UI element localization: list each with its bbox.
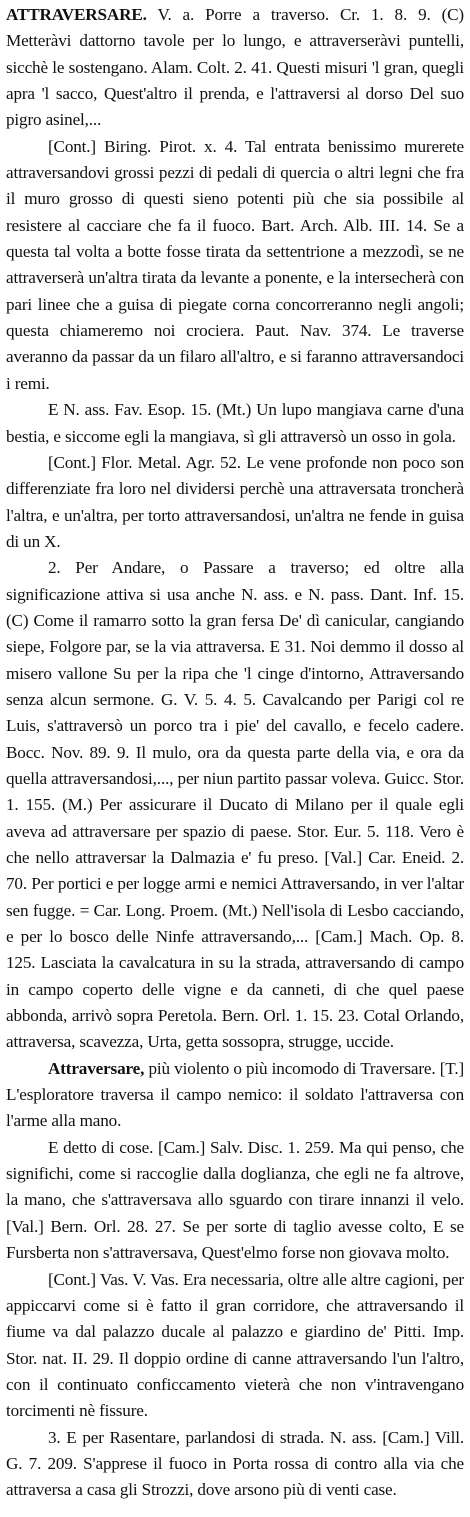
entry-attraversare-violento [6,1056,464,1135]
sense-paragraph: 3. E per Rasentare, parlandosi di strada. N. ass. [Cam.] Vill. G. 7. 209. S'apprese il fuoco in Porta rossa di contro alla via che attraversa a casa gli Strozzi, dove arsono più di venti case. [6,1427,464,1500]
sense-paragraph: 2. Per Andare, o Passare a traverso; ed oltre alla significazione attiva si usa anche N. ass. e N. pass. Dant. Inf. 15. (C) Come il ramarro sotto la gran fersa De' dì canicular, cangiando siepe, Folgore par, se la via attraversa. E 31. Noi demmo il dosso al misero vallone Su per la ripa che 'l cinge d'intorno, Attraversando senza alcun sermone. G. V. 5. 4. 5. Cavalcando per Parigi col re Luis, s'attraversò un porco tra i pie' del cavallo, e fecelo cadere. Bocc. Nov. 89. 9. Il mulo, ora da questa parte della via, e ora da quella attraversandosi,..., per niun partito passar voleva. Guicc. Stor. 1. 155. (M.) Per assicurare il Ducato di Milano per il quale egli aveva ad attraversare per spazio di paese. Stor. Eur. 5. 118. Vero è che nello attraversar la Dalmazia e' fu preso. [Val.] Car. Eneid. 2. 70. Per portici e per logge armi e nemici Attraversando, in ver l'altar sen fugge. = Car. Long. Proem. (Mt.) Nell'isola di Lesbo cacciando, e per lo bosco delle Ninfe attraversando,... [Cam.] Mach. Op. 8. 125. Lasciata la cavalcatura in su la strada, attraversando di campo in campo coperto delle vigne e da canneti, di che quel paese abbonda, arrivò sopra Peretola. Bern. Orl. 1. 15. 23. Cotal Orlando, attraversa, scavezza, Urta, getta sossopra, strugge, uccide. [6,558,464,1052]
headword: Attraversare, [48,1058,145,1078]
entry-attraversare [6,2,464,134]
headword: ATTRAVERSARE. [6,5,147,24]
sense-paragraph: [Cont.] Flor. Metal. Agr. 52. Le vene profonde non poco son differenziate fra loro nel dividersi perchè una attraversata troncherà l'altra, e un'altra, per torto attraversandosi, un'altra ne fende in guisa di un X. [6,452,464,551]
entry-text: V. a. Porre a traverso. Cr. 1. 8. 9. (C) Metteràvi dattorno tavole per lo lungo, e attraverseràvi puntelli, sicchè le sostengano. Alam. Colt. 2. 41. Questi misuri 'l gran, quegli apra 'l sacco, Quest'altro il prenda, e l'attraversi al dorso Del suo pigro asinel,... [6,5,464,130]
sense-paragraph: [Cont.] Vas. V. Vas. Era necessaria, oltre alle altre cagioni, per appiccarvi come si è fatto il gran corridore, che attraversando il fiume va dal palazzo ducale al palazzo e giardino de' Pitti. Imp. Stor. nat. II. 29. Il doppio ordine di canne attraversando l'un l'altro, con il continuato conficcamento vieterà che non v'intravengano torcimenti nè fissure. [6,1269,464,1421]
sense-paragraph: E N. ass. Fav. Esop. 15. (Mt.) Un lupo mangiava carne d'una bestia, e siccome egli la mangiava, sì gli attraversò un osso in gola. [6,400,464,446]
sense-paragraph: E detto di cose. [Cam.] Salv. Disc. 1. 259. Ma qui penso, che significhi, come si raccoglie dalla doglianza, che egli ne fa altrove, la mano, che s'attraversava allo sguardo con tirare innanzi il velo. [Val.] Bern. Orl. 28. 27. Se per sorte di taglio avesse colto, E se Fursberta non s'attraversava, Quest'elmo forse non giovava molto. [6,1137,464,1263]
sense-paragraph: [Cont.] Biring. Pirot. x. 4. Tal entrata benissimo murerete attraversandovi grossi pezzi di pedali di quercia o altri legni che fra il muro grosso di questi sieno potenti più che sia possibile al resistere al cacciare che fa il fuoco. Bart. Arch. Alb. III. 14. Se a questa tal volta a botte fosse tirata da settentrione a mezzodì, se ne attraverserà un'altra tirata da levante a ponente, e la intersecherà con pari linee che a guisa di piegate corna concorreranno negli angoli; questa chiameremo noi crociera. Paut. Nav. 374. Le traverse averanno da passar da un filaro all'altro, e si faranno attraversandoci i remi. [6,136,464,393]
entry-text: più violento o più incomodo di Traversare. [T.] L'esploratore traversa il campo nemico: il soldato l'attraversa con l'arme alla mano. [6,1058,465,1131]
